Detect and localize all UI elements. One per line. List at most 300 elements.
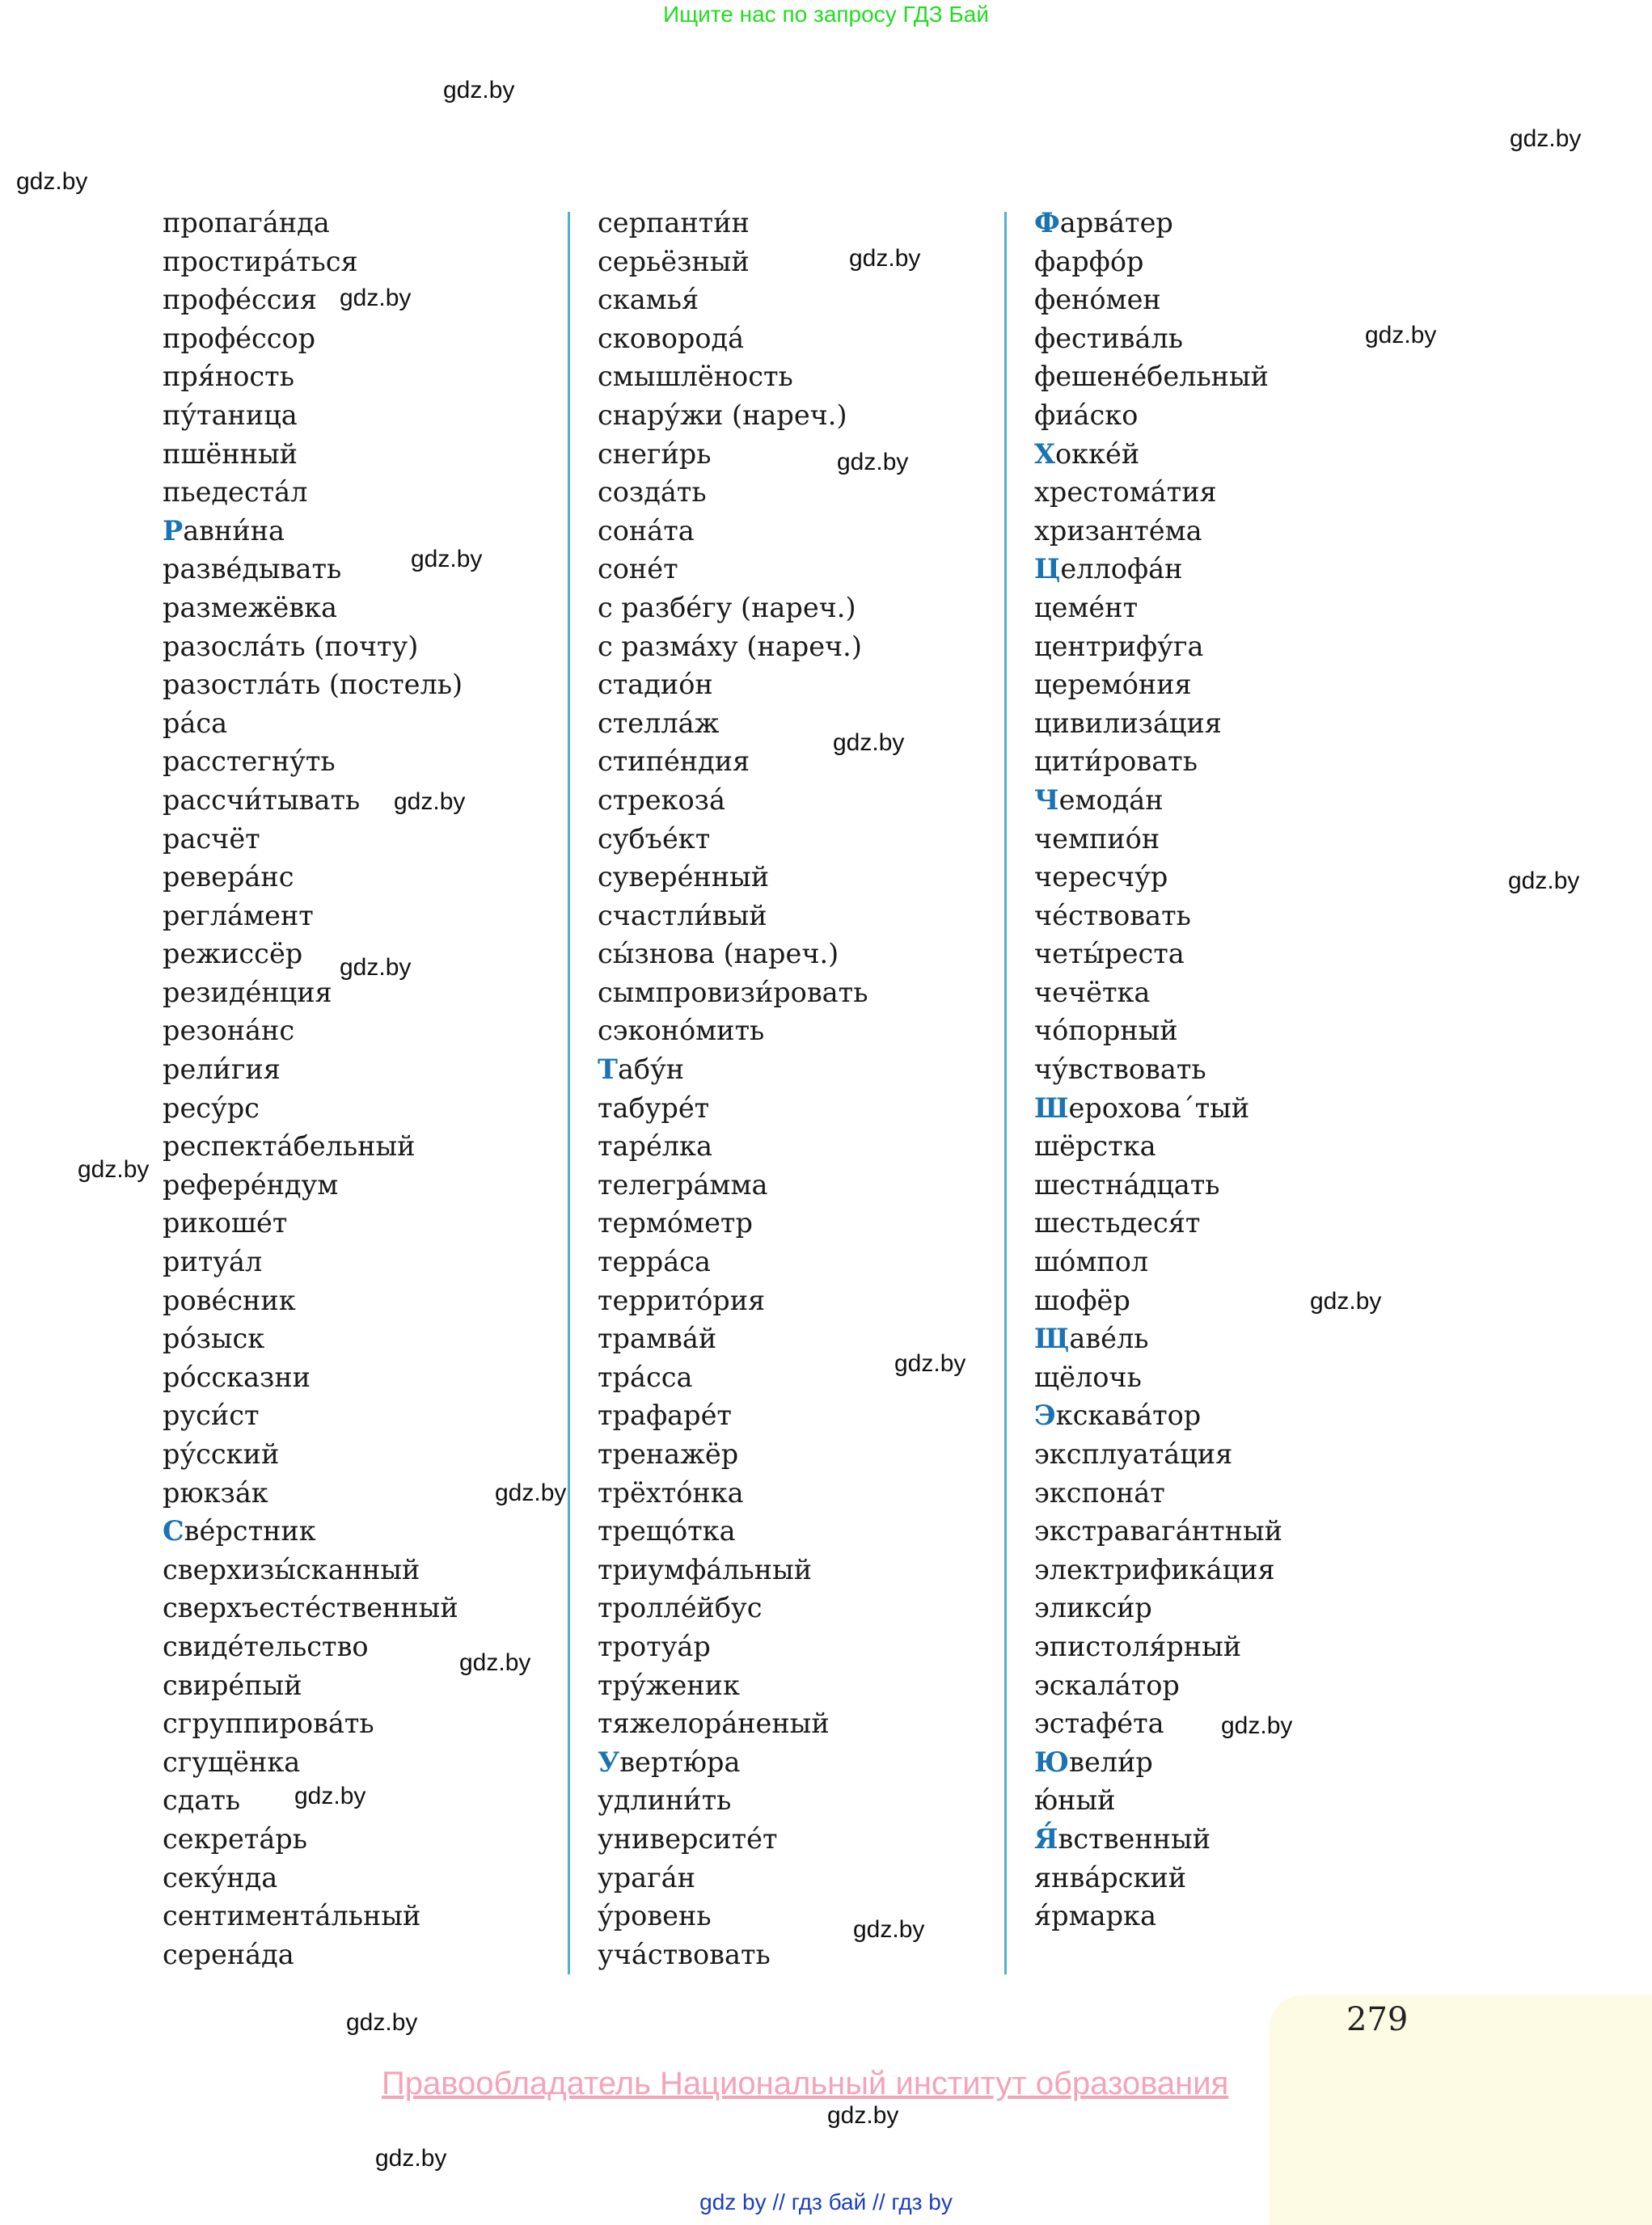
page-number: 279: [1346, 2001, 1409, 2038]
word-text: кскава́тор: [1055, 1400, 1202, 1432]
dictionary-word: [163, 435, 463, 474]
dictionary-word: [1034, 1358, 1282, 1397]
word-text: фиа́ско: [1034, 399, 1139, 431]
dictionary-word: [598, 1204, 868, 1243]
word-text: разве́дывать: [163, 553, 342, 585]
word-text: чемпио́н: [1034, 822, 1160, 855]
dictionary-word: [163, 1628, 463, 1666]
dictionary-word: [598, 396, 868, 435]
section-initial-letter: Ш: [1034, 1091, 1069, 1124]
word-text: счастли́вый: [598, 899, 767, 931]
word-text: университе́т: [598, 1822, 778, 1855]
dictionary-word: [163, 1551, 463, 1590]
section-initial-letter: Т: [598, 1053, 618, 1086]
dictionary-word: [1034, 935, 1282, 973]
word-text: секу́нда: [163, 1861, 278, 1894]
word-text: рикоше́т: [163, 1207, 288, 1239]
dictionary-word: [598, 1589, 868, 1628]
section-initial-letter: Ю: [1034, 1746, 1070, 1778]
dictionary-word: [598, 589, 868, 627]
word-text: субъе́кт: [598, 822, 711, 855]
watermark: gdz.by: [495, 1480, 567, 1506]
dictionary-word: [163, 1089, 463, 1128]
word-text: еллофа́н: [1060, 553, 1183, 585]
watermark: gdz.by: [1221, 1712, 1293, 1739]
word-text: аве́ль: [1069, 1323, 1149, 1355]
dictionary-word: [1034, 357, 1282, 396]
word-column-2: [598, 204, 868, 1974]
dictionary-word: [163, 781, 466, 820]
word-text: ра́са: [163, 707, 228, 739]
dictionary-word: [598, 1666, 868, 1705]
section-initial-letter: Ч: [1034, 783, 1059, 816]
word-text: скамья́: [598, 284, 699, 316]
watermark: gdz.by: [833, 729, 905, 756]
word-text: стипе́ндия: [598, 745, 750, 778]
word-text: экстравага́нтный: [1034, 1515, 1282, 1547]
dictionary-word: [1034, 550, 1282, 589]
word-text: у́ровень: [598, 1900, 712, 1932]
copyright-link[interactable]: Правообладатель Национальный институт образования: [382, 2066, 1229, 2101]
word-text: простира́ться: [163, 245, 358, 277]
word-text: серпанти́н: [598, 207, 750, 239]
word-text: расчёт: [163, 822, 260, 855]
word-text: шестьдеся́т: [1034, 1207, 1201, 1239]
word-text: чу́вствовать: [1034, 1053, 1206, 1086]
section-initial-letter: Х: [1034, 437, 1055, 470]
dictionary-word: [598, 1551, 868, 1590]
dictionary-word: [163, 1936, 463, 1974]
dictionary-word: [598, 704, 868, 743]
dictionary-word: [1034, 1281, 1282, 1320]
word-text: эскала́тор: [1034, 1669, 1180, 1701]
word-text: эпистоля́рный: [1034, 1630, 1242, 1662]
word-text: хрестома́тия: [1034, 476, 1217, 509]
watermark: gdz.by: [849, 245, 921, 272]
word-text: термо́метр: [598, 1207, 753, 1239]
word-text: емода́н: [1058, 783, 1164, 816]
dictionary-word: [598, 1319, 868, 1358]
dictionary-word: [163, 1281, 463, 1320]
word-text: сентимента́льный: [163, 1900, 421, 1932]
word-text: секрета́рь: [163, 1822, 307, 1855]
dictionary-word: [1034, 243, 1282, 281]
dictionary-word: [598, 1512, 868, 1551]
dictionary-word: [598, 1358, 868, 1397]
dictionary-word: [1034, 1628, 1282, 1666]
word-text: с разма́ху (нареч.): [598, 630, 862, 662]
section-initial-letter: Р: [163, 514, 184, 547]
word-text: янва́рский: [1034, 1861, 1187, 1894]
word-text: снеги́рь: [598, 437, 712, 470]
word-text: созда́ть: [598, 476, 707, 509]
word-text: я́рмарка: [1034, 1900, 1156, 1932]
word-text: экспона́т: [1034, 1476, 1165, 1509]
dictionary-word: [163, 589, 463, 627]
dictionary-word: [598, 1011, 868, 1050]
word-text: удлини́ть: [598, 1784, 732, 1817]
dictionary-word: [1034, 1089, 1282, 1128]
dictionary-word: [598, 1743, 868, 1782]
word-text: цивилиза́ция: [1034, 707, 1222, 739]
dictionary-word: [163, 1704, 463, 1743]
word-text: рове́сник: [163, 1284, 296, 1316]
dictionary-word: [163, 858, 463, 897]
word-text: шофёр: [1034, 1284, 1130, 1316]
watermark: gdz.by: [411, 546, 483, 572]
word-column-1: [163, 204, 466, 1974]
dictionary-word: [598, 1704, 868, 1743]
word-text: абу́н: [617, 1053, 685, 1086]
dictionary-word: [598, 204, 868, 243]
word-text: регла́мент: [163, 899, 314, 931]
section-initial-letter: Ф: [1034, 207, 1060, 239]
word-text: тротуа́р: [598, 1630, 711, 1662]
word-text: профе́ссор: [163, 322, 316, 354]
dictionary-word: [1034, 1551, 1282, 1590]
dictionary-word: [163, 1781, 463, 1820]
word-text: вственный: [1058, 1822, 1211, 1855]
dictionary-word: [598, 435, 868, 474]
dictionary-word: [598, 473, 868, 512]
dictionary-word: [163, 665, 463, 704]
dictionary-word: [598, 281, 868, 319]
dictionary-word: [598, 781, 868, 820]
dictionary-word: [1034, 627, 1282, 666]
dictionary-word: [1034, 1897, 1282, 1936]
word-text: триумфа́льный: [598, 1553, 813, 1585]
dictionary-word: [1034, 1319, 1282, 1358]
dictionary-word: [1034, 1435, 1282, 1474]
dictionary-word: [1034, 204, 1282, 243]
dictionary-word: [1034, 1011, 1282, 1050]
watermark: gdz.by: [294, 1783, 366, 1809]
word-text: окке́й: [1055, 437, 1140, 470]
dictionary-word: [163, 396, 463, 435]
dictionary-word: [598, 1396, 868, 1435]
dictionary-word: [1034, 1704, 1282, 1743]
watermark: gdz.by: [340, 285, 412, 311]
word-text: ро́зыск: [163, 1323, 265, 1355]
dictionary-word: [598, 357, 868, 396]
dictionary-word: [598, 1281, 868, 1320]
word-text: пу́таница: [163, 399, 298, 431]
dictionary-word: [163, 704, 463, 743]
dictionary-word: [598, 1435, 868, 1474]
dictionary-word: [1034, 742, 1282, 781]
section-initial-letter: У: [598, 1746, 620, 1778]
word-text: ритуа́л: [163, 1246, 263, 1278]
dictionary-word: [163, 1243, 463, 1281]
word-text: ро́ссказни: [163, 1361, 311, 1393]
word-text: терра́са: [598, 1246, 711, 1278]
dictionary-word: [598, 1628, 868, 1666]
dictionary-word: [1034, 781, 1282, 820]
dictionary-word: [598, 243, 868, 281]
word-text: сверхизы́сканный: [163, 1553, 420, 1585]
dictionary-word: [1034, 512, 1282, 551]
word-text: снару́жи (нареч.): [598, 399, 847, 431]
word-text: центрифу́га: [1034, 630, 1204, 662]
dictionary-word: [163, 973, 463, 1012]
word-text: щёлочь: [1034, 1361, 1142, 1393]
dictionary-word: [1034, 281, 1282, 319]
word-text: трамва́й: [598, 1323, 717, 1355]
dictionary-word: [163, 1396, 463, 1435]
word-text: урага́н: [598, 1861, 695, 1894]
watermark: gdz.by: [459, 1649, 531, 1676]
watermark: gdz.by: [1508, 868, 1580, 894]
word-text: авни́на: [183, 514, 285, 547]
dictionary-word: [163, 243, 463, 281]
word-text: фено́мен: [1034, 284, 1161, 316]
word-text: таре́лка: [598, 1130, 712, 1163]
dictionary-word: [1034, 1666, 1282, 1705]
dictionary-word: [163, 1897, 463, 1936]
word-text: серена́да: [163, 1938, 294, 1970]
word-text: эликси́р: [1034, 1592, 1152, 1624]
word-text: шо́мпол: [1034, 1246, 1149, 1278]
section-initial-letter: С: [163, 1515, 184, 1547]
word-text: цеме́нт: [1034, 591, 1139, 623]
word-text: размежёвка: [163, 591, 337, 623]
word-text: смышлёность: [598, 361, 793, 393]
word-text: чечётка: [1034, 976, 1151, 1008]
word-text: эстафе́та: [1034, 1708, 1164, 1740]
word-text: рели́гия: [163, 1053, 281, 1086]
word-text: соне́т: [598, 553, 678, 585]
word-text: сдать: [163, 1784, 241, 1817]
dictionary-word: [598, 1859, 868, 1898]
word-text: уча́ствовать: [598, 1938, 771, 1970]
word-text: разосла́ть (почту): [163, 630, 419, 662]
dictionary-word: [598, 1089, 868, 1128]
dictionary-word: [163, 1859, 463, 1898]
word-text: стадио́н: [598, 669, 713, 701]
word-text: ве́рстник: [184, 1515, 316, 1547]
dictionary-word: [1034, 435, 1282, 474]
word-text: сона́та: [598, 514, 695, 547]
watermark: gdz.by: [1365, 322, 1437, 348]
dictionary-word: [598, 820, 868, 859]
word-text: трещо́тка: [598, 1515, 736, 1547]
word-text: сверхъесте́ственный: [163, 1592, 458, 1624]
word-text: тру́женик: [598, 1669, 740, 1701]
word-text: фестива́ль: [1034, 322, 1184, 354]
dictionary-word: [1034, 473, 1282, 512]
dictionary-word: [598, 1936, 868, 1974]
dictionary-word: [163, 1166, 463, 1205]
word-text: вели́р: [1069, 1746, 1153, 1778]
word-text: ресу́рс: [163, 1091, 260, 1124]
dictionary-word: [163, 1204, 463, 1243]
word-text: чересчу́р: [1034, 861, 1168, 893]
watermark: gdz.by: [340, 954, 412, 981]
dictionary-word: [163, 319, 463, 358]
word-text: свиде́тельство: [163, 1630, 369, 1662]
word-text: тра́сса: [598, 1361, 693, 1393]
footer-links[interactable]: gdz by // гдз бай // гдз by: [699, 2189, 953, 2214]
word-text: телегра́мма: [598, 1168, 768, 1201]
dictionary-word: [598, 512, 868, 551]
word-text: электрифика́ция: [1034, 1553, 1275, 1585]
section-initial-letter: Ц: [1034, 553, 1061, 585]
watermark: gdz.by: [443, 77, 515, 103]
dictionary-word: [163, 1666, 463, 1705]
dictionary-word: [163, 1435, 463, 1474]
dictionary-word: [163, 627, 463, 666]
word-text: четы́реста: [1034, 938, 1185, 970]
watermark: gdz.by: [1510, 125, 1582, 152]
word-text: чо́порный: [1034, 1015, 1178, 1047]
dictionary-word: [163, 281, 463, 319]
watermark: gdz.by: [894, 1350, 966, 1377]
dictionary-word: [598, 1897, 868, 1936]
dictionary-word: [163, 1319, 463, 1358]
word-text: ру́сский: [163, 1438, 280, 1470]
word-text: шёрстка: [1034, 1130, 1156, 1163]
dictionary-word: [1034, 1781, 1282, 1820]
dictionary-word: [163, 473, 463, 512]
dictionary-word: [1034, 820, 1282, 859]
word-text: ероховa´тый: [1068, 1091, 1250, 1124]
dictionary-word: [598, 973, 868, 1012]
dictionary-word: [598, 1781, 868, 1820]
word-text: респекта́бельный: [163, 1130, 416, 1163]
word-text: тренажёр: [598, 1438, 739, 1470]
dictionary-word: [598, 1127, 868, 1166]
word-text: рассчи́тывать: [163, 783, 361, 816]
dictionary-word: [1034, 973, 1282, 1012]
dictionary-word: [1034, 1512, 1282, 1551]
dictionary-word: [163, 742, 463, 781]
dictionary-word: [163, 204, 463, 243]
watermark: gdz.by: [375, 2145, 447, 2172]
dictionary-word: [1034, 1127, 1282, 1166]
dictionary-word: [163, 1820, 463, 1859]
word-text: трёхто́нка: [598, 1476, 744, 1509]
dictionary-word: [1034, 396, 1282, 435]
word-text: цити́ровать: [1034, 745, 1198, 778]
dictionary-word: [1034, 589, 1282, 627]
word-text: фешене́бельный: [1034, 361, 1270, 393]
word-text: сувере́нный: [598, 861, 770, 893]
word-text: свире́пый: [163, 1669, 302, 1701]
dictionary-word: [163, 1127, 463, 1166]
dictionary-word: [598, 1474, 868, 1513]
word-text: вертю́ра: [619, 1746, 741, 1778]
dictionary-word: [163, 935, 463, 973]
dictionary-word: [598, 1243, 868, 1281]
word-text: тяжелора́неный: [598, 1708, 830, 1740]
word-text: пшённый: [163, 437, 298, 470]
word-text: резиде́нция: [163, 976, 332, 1008]
word-text: трафаре́т: [598, 1400, 732, 1432]
word-text: пьедеста́л: [163, 476, 308, 509]
dictionary-word: [598, 1820, 868, 1859]
dictionary-word: [1034, 1743, 1282, 1782]
word-text: пря́ность: [163, 361, 294, 393]
dictionary-word: [598, 665, 868, 704]
section-initial-letter: Э: [1034, 1400, 1056, 1432]
word-text: рефере́ндум: [163, 1168, 339, 1201]
watermark: gdz.by: [394, 788, 466, 815]
watermark: gdz.by: [1310, 1288, 1382, 1315]
dictionary-word: [163, 512, 463, 551]
word-text: ю́ный: [1034, 1784, 1116, 1817]
watermark: gdz.by: [78, 1156, 150, 1183]
word-text: церемо́ния: [1034, 669, 1192, 701]
dictionary-word: [1034, 1859, 1282, 1898]
dictionary-word: [598, 627, 868, 666]
word-text: че́ствовать: [1034, 899, 1191, 931]
word-text: профе́ссия: [163, 284, 317, 316]
dictionary-word: [163, 1589, 463, 1628]
dictionary-word: [1034, 1243, 1282, 1281]
column-divider: [1004, 212, 1007, 1974]
dictionary-word: [163, 1011, 463, 1050]
word-text: серьёзный: [598, 245, 750, 277]
word-text: стрекоза́: [598, 783, 725, 816]
watermark: gdz.by: [16, 168, 88, 195]
word-text: сгруппирова́ть: [163, 1708, 374, 1740]
dictionary-word: [598, 550, 868, 589]
dictionary-word: [163, 820, 463, 859]
word-text: сы́знова (нареч.): [598, 938, 839, 970]
word-text: разостла́ть (постель): [163, 669, 463, 701]
dictionary-word: [163, 357, 463, 396]
word-text: ревера́нс: [163, 861, 294, 893]
dictionary-word: [598, 897, 868, 935]
word-text: сымпровизи́ровать: [598, 976, 868, 1008]
dictionary-word: [598, 858, 868, 897]
section-initial-letter: Щ: [1034, 1323, 1070, 1355]
word-text: руси́ст: [163, 1400, 260, 1432]
word-column-3: [1034, 204, 1282, 1936]
word-text: табуре́т: [598, 1091, 710, 1124]
dictionary-word: [1034, 319, 1282, 358]
dictionary-word: [1034, 1204, 1282, 1243]
word-text: стелла́ж: [598, 707, 720, 739]
dictionary-word: [1034, 1396, 1282, 1435]
dictionary-word: [163, 1743, 463, 1782]
column-divider: [568, 212, 570, 1974]
dictionary-word: [1034, 1050, 1282, 1089]
word-text: режиссёр: [163, 938, 303, 970]
watermark: gdz.by: [346, 2009, 418, 2036]
word-text: рюкза́к: [163, 1476, 268, 1509]
dictionary-word: [163, 1474, 463, 1513]
dictionary-word: [1034, 1166, 1282, 1205]
word-text: шестна́дцать: [1034, 1168, 1220, 1201]
word-text: сгущёнка: [163, 1746, 301, 1778]
dictionary-word: [1034, 1474, 1282, 1513]
word-text: арва́тер: [1059, 207, 1173, 239]
word-text: расстегну́ть: [163, 745, 336, 778]
dictionary-word: [1034, 1589, 1282, 1628]
word-text: эксплуата́ция: [1034, 1438, 1233, 1470]
word-text: с разбе́гу (нареч.): [598, 591, 856, 623]
dictionary-word: [163, 897, 463, 935]
watermark: gdz.by: [827, 2102, 899, 2129]
dictionary-word: [1034, 1820, 1282, 1859]
dictionary-word: [598, 1050, 868, 1089]
dictionary-word: [598, 935, 868, 973]
dictionary-word: [163, 1050, 463, 1089]
dictionary-word: [1034, 665, 1282, 704]
watermark: gdz.by: [853, 1916, 925, 1943]
word-text: террито́рия: [598, 1284, 766, 1316]
